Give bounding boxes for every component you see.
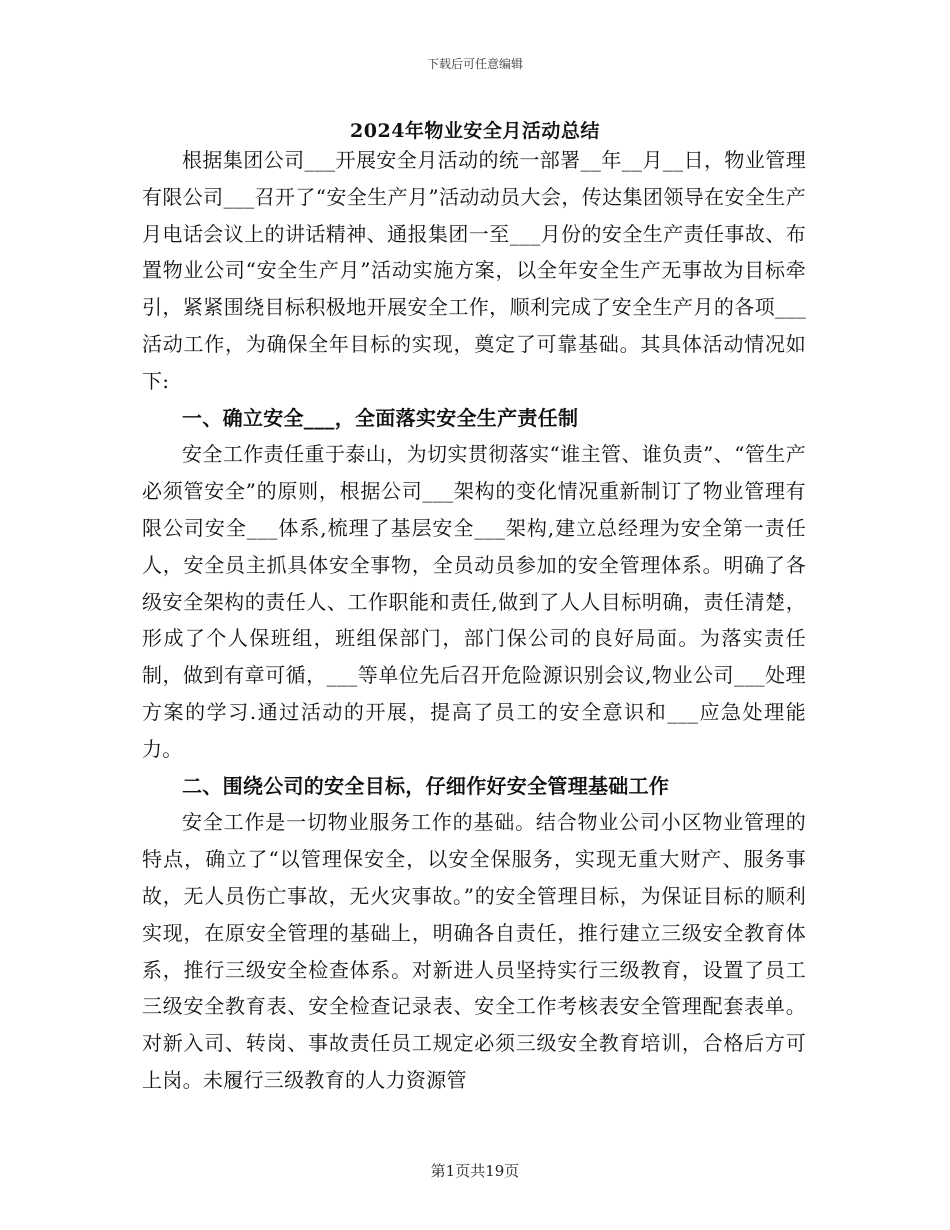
header-note: 下载后可任意编辑 bbox=[426, 57, 523, 71]
section-heading-1: 一、确立安全___，全面落实安全生产责任制 bbox=[182, 405, 579, 430]
document-body bbox=[142, 142, 806, 1099]
section-2-paragraph: 安全工作是一切物业服务工作的基础。结合物业公司小区物业管理的特点，确立了“以管理保安全，以安全保服务，实现无重大财产、服务事故，无人员伤亡事故，无火灾事故。”的安全管理目标，为保证目标的顺利实现，在原安全管理的基础上，明确各自责任，推行建立三级安全教育体系，推行三级安全检查体系。对新进人员坚持实行三级教育，设置了员工三级安全教育表、安全检查记录表、安全工作考核表安全管理配套表单。对新入司、转岗、事故责任员工规定必须三级安全教育培训，合格后方可上岗。未履行三级教育的人力资源管 bbox=[142, 810, 806, 1092]
page-footer: 第1页共19页 bbox=[430, 1162, 520, 1180]
section-heading-2: 二、围绕公司的安全目标，仔细作好安全管理基础工作 bbox=[182, 773, 670, 798]
section-1-paragraph: 安全工作责任重于泰山，为切实贯彻落实“谁主管、谁负责”、“管生产必须管安全”的原则，根据公司___架构的变化情况重新制订了物业管理有限公司安全___体系,梳理了基层安全___架构,建立总经理为安全第一责任人，安全员主抓具体安全事物，全员动员参加的安全管理体系。明确了各级安全架构的责任人、工作职能和责任,做到了人人目标明确，责任清楚，形成了个人保班组，班组保部门，部门保公司的良好局面。为落实责任制，做到有章可循，___等单位先后召开危险源识别会议,物业公司___处理方案的学习.通过活动的开展，提高了员工的安全意识和___应急处理能力。 bbox=[142, 442, 806, 761]
document-title: 2024年物业安全月活动总结 bbox=[350, 120, 600, 142]
intro-paragraph: 根据集团公司___开展安全月活动的统一部署__年__月__日，物业管理有限公司___召开了“安全生产月”活动动员大会，传达集团领导在安全生产月电话会议上的讲话精神、通报集团一至___月份的安全生产责任事故、布置物业公司“安全生产月”活动实施方案，以全年安全生产无事故为目标牵引，紧紧围绕目标积极地开展安全工作，顺利完成了安全生产月的各项___活动工作，为确保全年目标的实现，奠定了可靠基础。其具体活动情况如下: bbox=[142, 148, 806, 393]
